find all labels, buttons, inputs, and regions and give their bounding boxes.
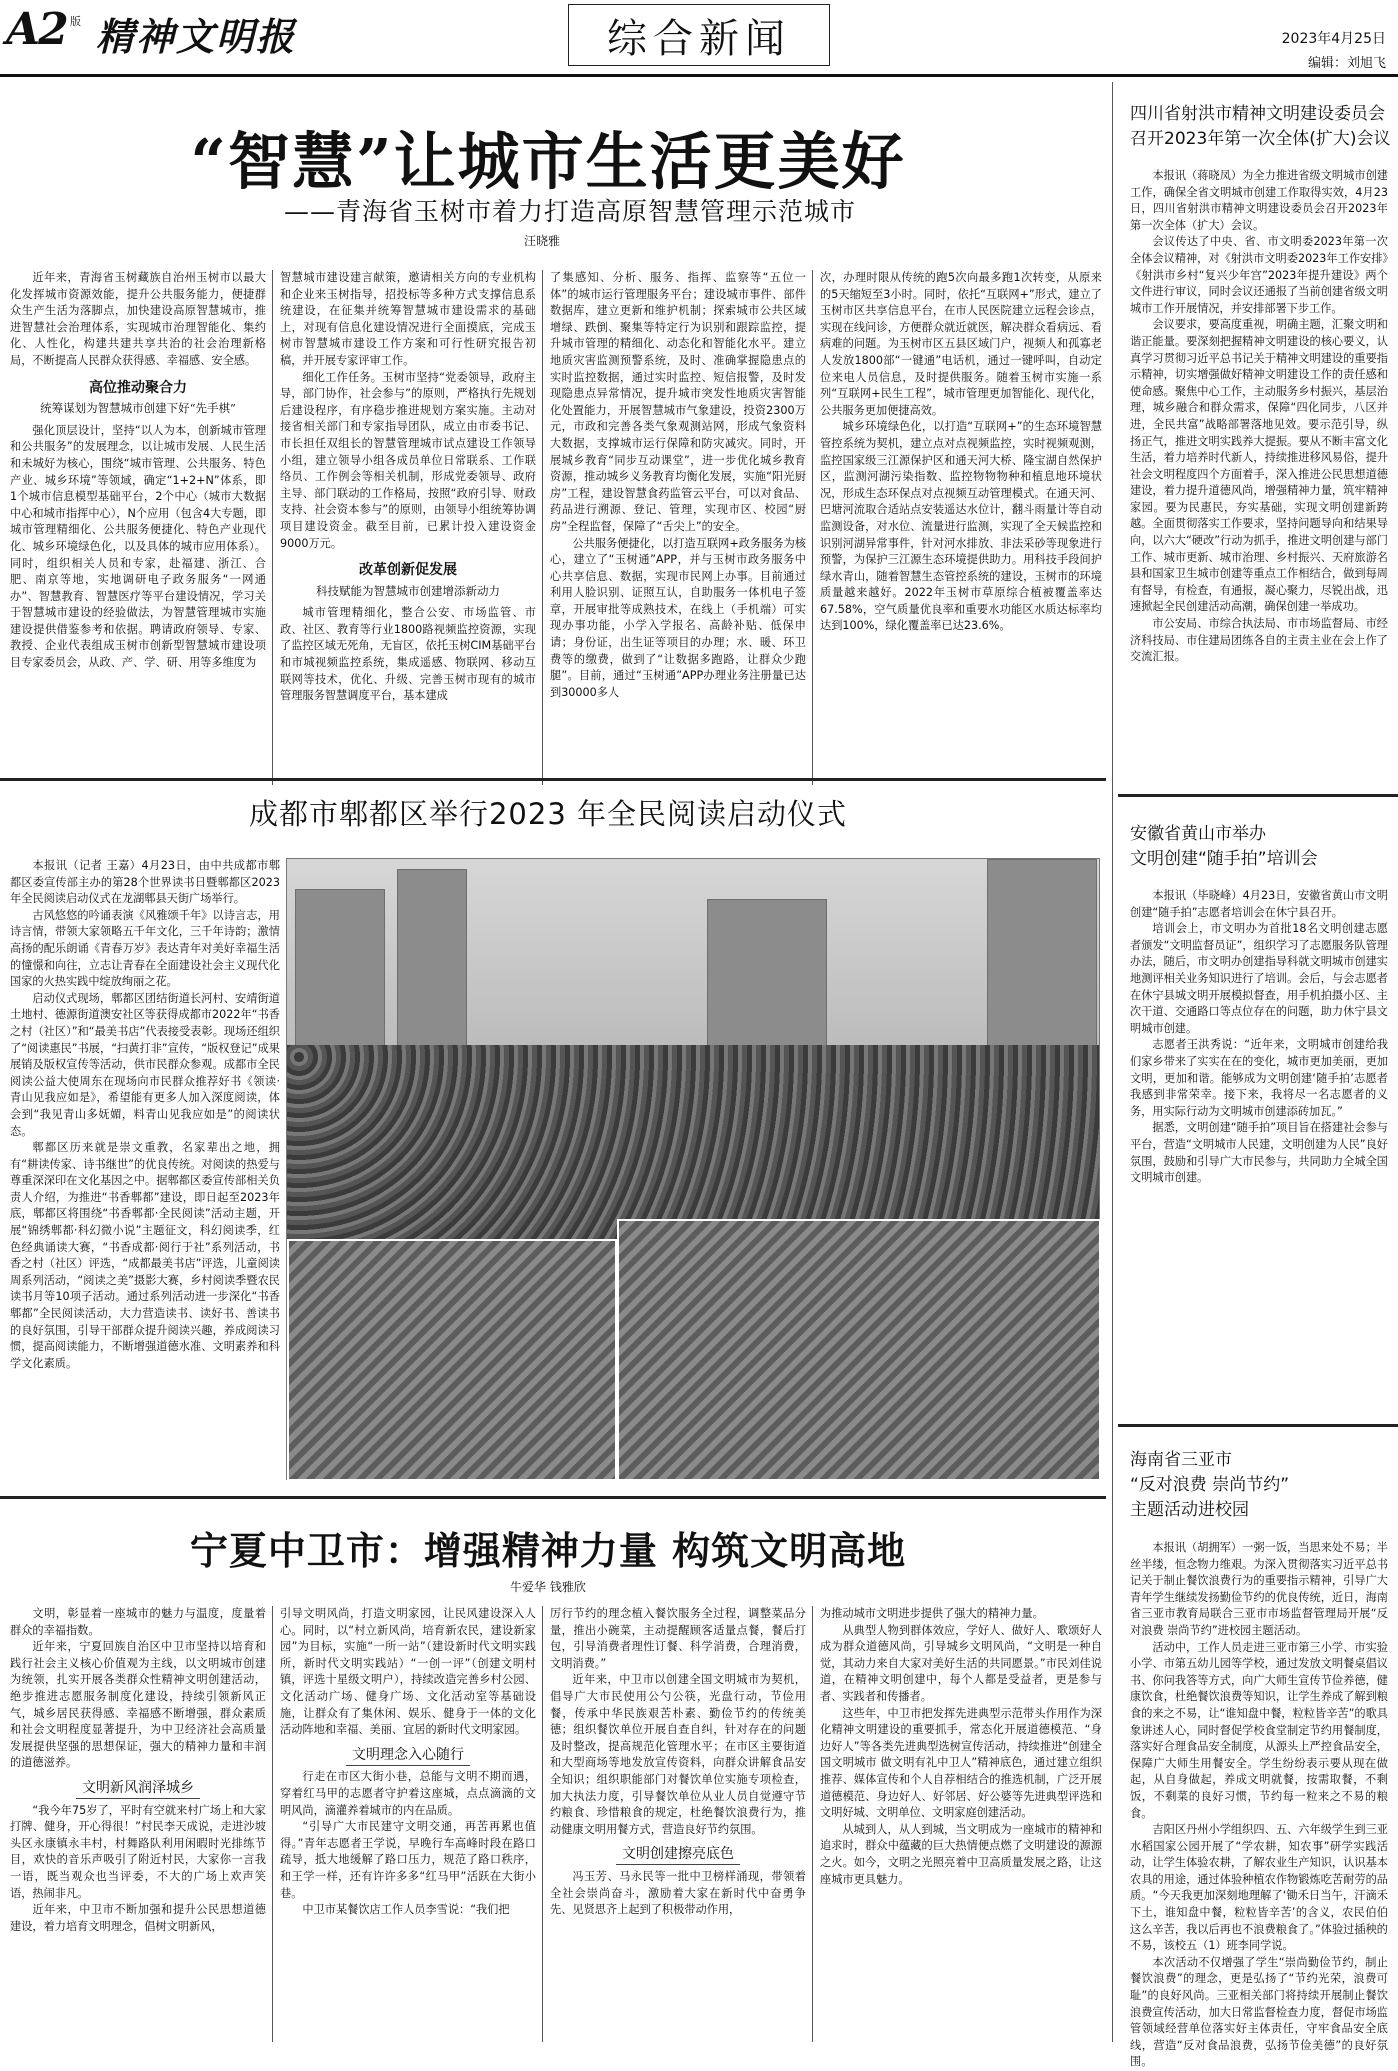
paragraph: 厉行节约的理念植入餐饮服务全过程，调整菜品分量，推出小碗菜，主动提醒顾客适量点餐，餐后打包，引导消费者理性订餐、科学消费，合理消费，文明消费。” — [550, 1607, 806, 1670]
lead-column-1 — [10, 270, 266, 790]
section-rule — [0, 1496, 1106, 1499]
paragraph: 这些年，中卫市把发挥先进典型示范带头作用作为深化精神文明建设的重要抓手，常态化开展道德模范、“身边好人”等各类先进典型选树宣传活动，持续推进“创建全国文明城市 做文明有礼中卫人”精神底色，通过建立组织推荐、媒体宣传和个人自荐相结合的推选机制，广泛开展道德模范、身边好人、好邻居、好公婆等先进典型评选和文明好城、文明单位、文明家庭创建活动。 — [820, 1706, 1102, 1820]
column-divider — [272, 270, 273, 785]
subheading: 高位推动聚合力 — [89, 379, 187, 396]
column-divider — [542, 270, 543, 785]
subheading — [280, 1747, 536, 1764]
ningxia-column-2 — [280, 1606, 536, 2042]
paragraph: 公共服务便捷化，以打造互联网+政务服务为核心，建立了“玉树通”APP，并与玉树市政务服务中心共享信息、数据，实现市民网上办事。目前通过利用人脸识别、证照互认，自助服务一体机电子签章，开展审批等成熟技术，在线上（手机端）可实现办事功能，小学入学报名、高龄补贴、低保申请；身份证，出生证等项目的办理；水、暖、环卫费等的缴费，做到了“让数据多跑路，让群众少跑腿”。目前，通过“玉树通”APP办理业务注册量已达到30000多人 — [550, 536, 806, 699]
title-line: 安徽省黄山市举办 — [1130, 824, 1266, 844]
title-line: 四川省射洪市精神文明建设委员会 — [1130, 104, 1385, 124]
lead-column-3 — [550, 270, 806, 790]
right-column-divider — [1112, 82, 1113, 2042]
sichuan-article-body — [1130, 168, 1388, 788]
subheading-secondary: 科技赋能为智慧城市创建增添新动力 — [316, 583, 500, 598]
chengdu-article-title: 成都市郫都区举行2023 年全民阅读启动仪式 — [248, 797, 848, 831]
paragraph: 智慧城市建设建言献策，邀请相关方向的专业机构和企业来玉树指导，招投标等多种方式支撑信息系统建设，在征集并统筹智慧城市建设需求的基础上，对现有信息化建设情况进行全面摸底，完成玉树市智慧城市建设工作方案和可行性研究报告初稿，并开展专家评审工作。 — [280, 271, 536, 367]
paragraph: 志愿者王洪秀说：“近年来，文明城市创建给我们家乡带来了实实在在的变化，城市更加美丽，更加文明，更加和谐。能够成为文明创建‘随手拍’志愿者我感到非常荣幸。接下来，我将尽一名志愿者的义务，用实际行动为文明城市创建添砖加瓦。” — [1130, 1038, 1388, 1118]
paragraph: 城市管理精细化，整合公安、市场监管、市政、社区、教育等行业1800路视频监控资源，实现了监控区域无死角，无盲区，依托玉树CIM基础平台和市城视频监控系统，集成遥感、物联网、移动互联网等技术，优化、升级、完善玉树市现有的城市管理服务智慧调度平台，基本建成 — [280, 606, 536, 703]
paragraph: 启动仪式现场，郫都区团结街道长河村、安靖街道土地村、德源街道澳安社区等获得成都市2022年“书香之村（社区）”和“最美书店”代表接受表彰。现场还组织了“阅读惠民”书展，“扫黄打非”宣传，“版权登记”成果展销及版权宣传等活动，供市民群众参观。成都市全民阅读公益大使周东在现场向市民群众推荐好书《领读·青山见我应如是》，希望能有更多人加入深度阅读，体会到“我见青山多妩媚，料青山见我应如是”的阅读状态。 — [10, 991, 280, 1138]
paragraph: 为推动城市文明进步提供了强大的精神力量。 — [820, 1607, 1044, 1620]
page-ban-label: 版 — [70, 15, 81, 28]
reading-inset-photo-left — [287, 1239, 617, 1481]
editor-credit: 编辑：刘旭飞 — [1307, 56, 1386, 71]
title-line: “反对浪费 崇尚节约” — [1130, 1475, 1290, 1495]
issue-date: 2023年4月25日 — [1281, 31, 1386, 47]
paragraph: 细化工作任务。玉树市坚持“党委领导，政府主导，部门协作，社会参与”的原则，严格执行先规划后建设程序，有序稳步推进规划方案实施。主动对接省相关部门和专家指导团队，成立由市委书记、市长担任双组长的智慧管理城市试点建设工作领导小组，建立领导小组各成员单位日常联系、工作联络员、工作例会等相关机制，形成党委领导、政府主导、部门联动的工作格局，按照“政府引导、财政支持、社会资本参与”的原则，由领导小组统筹协调项目建设资金。截至目前，已累计投入建设资金9000万元。 — [280, 370, 536, 550]
sanya-article-body — [1130, 1540, 1388, 2069]
reading-inset-photo-right — [617, 1219, 1101, 1481]
paragraph: 古风悠悠的吟诵表演《风雅颂千年》以诗言志，用诗言情，带领大家领略五千年文化，三千年诗韵；激情高扬的配乐朗诵《青春万岁》表达青年对美好幸福生活的憧憬和向往，立志让青春在全面建设社会主义现代化国家的火热实践中绽放绚丽之花。 — [10, 908, 280, 989]
ningxia-column-3 — [550, 1606, 806, 2042]
paragraph: 市公安局、市综合执法局、市市场监督局、市经济科技局、市住建局团练各自的主责主业在会上作了交流汇报。 — [1130, 617, 1388, 664]
title-line: 召开2023年第一次全体(扩大)会议 — [1130, 129, 1391, 149]
paragraph: 活动中，工作人员走进三亚市第三小学、市实验小学、市第五幼儿园等学校，通过发放文明餐桌倡议书、你问我答等方式，向广大师生宣传节俭养德，健康饮食，杜绝餐饮浪费等知识，让学生养成了解到粮食的来之不易，让“谁知盘中餐，粒粒皆辛苦”的歌具象讲述人心，同时督促学校食堂制定节约用餐制度，落实好合理食品安全制度，从源头上严控食品安全，保障广大师生用餐安全。学生纷纷表示要从现在做起，从自身做起，养成文明就餐，按需取餐，不剩饭，不剩菜的良好习惯，节约每一粒来之不易的粮食。 — [1130, 1640, 1388, 1820]
paragraph: 行走在市区大街小巷，总能与文明不期而遇，穿着红马甲的志愿者守护着这座城，点点滴滴的文明风尚，滴灌养着城市的内在品质。 — [280, 1770, 536, 1817]
ningxia-column-4 — [820, 1606, 1102, 2042]
photo-building — [295, 889, 385, 1059]
section-title: 综合新闻 — [568, 4, 830, 66]
subheading-text: 文明新风润泽城乡 — [76, 1780, 200, 1799]
paragraph: 近年来，中卫市不断加强和提升公民思想道德建设，着力培育文明理念，倡树文明新风， — [10, 1903, 266, 1933]
ningxia-article-title: 宁夏中卫市：增强精神力量 构筑文明高地 — [189, 1529, 907, 1573]
paragraph: 本次活动不仅增强了学生“崇尚勤俭节约，制止餐饮浪费”的理念，更是弘扬了“节约光荣，浪费可耻”的良好风尚。三亚相关部门将持续开展制止餐饮浪费宣传活动，加大日常监督检查力度，督促市场监管领域经营单位落实好主体责任，守牢食品安全底线，营造“反对食品浪费，弘扬节俭美德”的良好氛围。 — [1130, 1955, 1388, 2069]
masthead-rule — [0, 74, 1398, 77]
huangshan-article-body — [1130, 888, 1388, 1418]
column-divider — [812, 270, 813, 785]
masthead — [0, 0, 1398, 78]
paragraph: 培训会上，市文明办为首批18名文明创建志愿者颁发“文明监督员证”，组织学习了志愿服务队管理办法，随后，市文明办创建指导科就文明城市创建实地测评相关业务知识进行了培训。会后，与会志愿者在休宁县城文明开展模拟督查，用手机拍摄小区、主次干道、交通路口等点位存在的问题，助力休宁县文明城市创建。 — [1130, 922, 1388, 1035]
paragraph: 从典型人物到群体效应，学好人、做好人、歌颂好人成为群众道德风尚，引导城乡文明风尚，“文明是一种自觉，其动力来自大家对美好生活的共同愿景。”市民刘佳说道，在精神文明创建中，每个人都是受益者，更是参与者、实践者和传播者。 — [820, 1623, 1102, 1703]
paragraph: “我今年75岁了，平时有空就来村广场上和大家打牌、健身，开心得很！”村民李天成说，走进沙坡头区永康镇永丰村，村舞路队利用闲暇时光排练节目，欢快的音乐声吸引了附近村民，大家你一言我一语，既当观众也当评委，不大的广场上欢声笑语，热闹非凡。 — [10, 1803, 266, 1900]
column-divider — [272, 1606, 273, 2042]
paragraph: “引导广大市民建守文明交通，再苦再累也值得。”青年志愿者王学说，早晚行车高峰时段在路口疏导，抵大地缓解了路口压力，规范了路口秩序，和王学一样，还有许许多多“红马甲”活跃在大街小巷。 — [280, 1820, 536, 1900]
paragraph: 会议传达了中央、省、市文明委2023年第一次全体会议精神，对《射洪市文明委2023年工作安排》《射洪市乡村“复兴少年宫”2023年提升建设》两个文件进行审议，同时会议还通报了当前创建省级文明城市工作开展情况，并安排部署下步工作。 — [1130, 235, 1388, 315]
paragraph: 城乡环境绿色化，以打造“互联网+”的生态环境智慧管控系统为契机，建立点对点视频监控，实时视频观测，监控国家级三江源保护区和通天河大桥、隆宝湖自然保护区，监测河湖污染指数、监控物物物种和植息地环境状况，形成生态环保点对点视频互动管理模式。在通天河、巴塘河流取合适站点安装遥达水位计，翻斗雨量计等自动监测设备，对水位、流量进行监测，实现了全天候监控和识别河湖异常事件，针对河水排放、非法采砂等现象进行预警，为保护三江源生态环境提供助力。用科技手段间护绿水青山，随着智慧生态管控系统的建设，玉树市的环境质量越来越好。2022年玉树市草原综合植被覆盖率达67.58%，空气质量优良率和重要水功能区水质达标率均达到100%，绿化覆盖率已达23.6%。 — [820, 420, 1102, 633]
section-rule — [0, 778, 1106, 781]
lead-column-4 — [820, 270, 1102, 790]
paragraph: 本报讯（毕晓峰）4月23日，安徽省黄山市文明创建“随手拍”志愿者培训会在休宁县召开。 — [1130, 889, 1388, 919]
photo-building — [397, 869, 467, 1059]
paragraph: 据悉，文明创建“随手拍”项目旨在搭建社会参与平台，营造“文明城市人民建，文明创建为人民”良好氛围，鼓励和引导广大市民参与，共同助力全城全国文明城市创建。 — [1130, 1121, 1388, 1185]
paragraph: 郫都区历来就是崇文重教，名家辈出之地，拥有“耕读传家、诗书继世”的优良传统。对阅读的热爱与尊重深深印在文化基因之中。据郫都区委宣传部相关负责人介绍，为推进“书香郫都”建设，即日起至2023年底，郫都区将围绕“书香郫都·全民阅读”活动主题，开展“锦绣郫都·科幻微小说”主题征文，科幻阅读季，红色经典诵读大赛，“书香成都·阅行于社”系列活动，书香之村（社区）评选，“成都最美书店”评选，儿童阅读周系列活动，“阅读之美”摄影大赛，乡村阅读季暨农民读书月等10项子活动。通过系列活动进一步深化“书香郫都”全民阅读活动，大力营造读书、读好书、善读书的良好氛围，引导干部群众提升阅读兴趣，养成阅读习惯，提高阅读能力，不断增强道德水准、文明素养和科学文化素质。 — [10, 1141, 280, 1370]
ningxia-article-byline: 牛爱华 钱雅欣 — [510, 1580, 586, 1594]
title-line: 海南省三亚市 — [1130, 1450, 1232, 1470]
lead-article-byline: 汪晓雅 — [524, 234, 561, 248]
paragraph: 近年来，青海省玉树藏族自治州玉树市以最大化发挥城市资源效能，提升公共服务能力，便捷群众生产生活为落脚点，加快建设高原智慧城市，推进智慧社会治理体系，实现城市治理智能化、集约化、人性化，构建共建共享共治的社会治理新格局，不断提高人民群众获得感、幸福感、安全感。 — [10, 271, 266, 367]
section-rule — [1118, 794, 1398, 797]
paragraph: 文明，彰显着一座城市的魅力与温度，度量着群众的幸福指数。 — [10, 1607, 266, 1637]
paragraph: 会议要求，要高度重视，明确主题，汇聚文明和谐正能量。要深刻把握精神文明建设的核心要义，认真学习贯彻习近平总书记关于精神文明建设的重要指示精神，切实增强做好精神文明建设工作的责任感和使命感。聚焦中心工作，主动服务乡村振兴，基层治理，城乡融合和群众需求，保障“四化同步，八区并进，全民共富”战略部署落地见效。要示范引导，纵扬正气，推进文明实践养大提振。要从不断丰富文化生活，着力培养时代新人，持续推进移风易俗，提升社会文明程度四个方面着手，深入推进公民思想道德建设，着力提升道德风尚，增强精神力量，筑牢精神家园。要为民惠民，夯实基础，实现文明创建新跨越。全面贯彻落实工作要求，坚持问题导向和结果导向，以六大“硬改”行动为抓手，推进文明创建与部门工作、城市更新、城市治理、乡村振兴、天府旅游名县和国家卫生城市创建等重点工作相结合，做到每周有督导，有检查，有通报，凝心聚力，尽锐出战，迅速掀起全民创建活动高潮，确保创建一举成功。 — [1130, 318, 1388, 614]
column-divider — [812, 1606, 813, 2042]
ningxia-column-1 — [10, 1606, 266, 2042]
sanya-article-title — [1130, 1448, 1390, 1523]
title-line: 文明创建“随手拍”培训会 — [1130, 849, 1318, 869]
newspaper-logo: 精神文明报 — [96, 14, 297, 59]
paragraph: 中卫市某餐饮店工作人员李雪说：“我们把 — [302, 1903, 510, 1917]
subheading — [10, 1780, 266, 1797]
paragraph: 从城到人，从人到城，当文明成为一座城市的精神和追求时，群众中蕴藏的巨大热情便点燃了文明建设的源源之火。如今，文明之光照亮着中卫高质量发展之路，让这座城市更具魅力。 — [820, 1822, 1102, 1886]
sichuan-article-title — [1130, 102, 1390, 152]
title-line: 主题活动进校园 — [1130, 1500, 1249, 1520]
paragraph: 吉阳区丹州小学组织四、五、六年级学生到三亚水稻国家公园开展了“学农耕，知农事”研学实践活动，让学生体验农耕，了解农业生产知识，认识基本农具的用途，通过体验种植农作物锻炼吃苦耐劳的品质。“今天我更加深刻地理解了‘锄禾日当午，汗滴禾下土，谁知盘中餐，粒粒皆辛苦’的含义，农民伯伯这么辛苦，我以后再也不浪费粮食了。”体验过插秧的不易，该校五（1）班李同学说。 — [1130, 1823, 1388, 1953]
huangshan-article-title — [1130, 822, 1390, 872]
reading-ceremony-photo — [286, 858, 1100, 1480]
subheading — [550, 1846, 806, 1863]
lead-column-2 — [280, 270, 536, 790]
paragraph: 引导文明风尚，打造文明家园，让民风建设深入人心。同时，以“村立新风尚，培育新农民，建设新家园”为目标，实施“一所一站”（建设新时代文明实践所，新时代文明实践站）“一创一评”（创建文明村镇，评选十星级文明户），持续改造完善乡村公园、文化活动广场、健身广场、文化活动室等基础设施，让群众有了集休闲、娱乐、健身于一体的文化活动阵地和幸福、美丽、宜居的新时代文明家园。 — [280, 1607, 536, 1737]
page-number: A2 — [6, 4, 67, 55]
column-divider — [542, 1606, 543, 2042]
paragraph: 近年来，中卫市以创建全国文明城市为契机，倡导广大市民使用公勺公筷，光盘行动，节俭用餐，传承中华民族艰苦朴素、勤俭节约的传统美德；组织餐饮单位开展自查自纠，针对存在的问题及时整改，提高规范化管理水平；在市区主要街道和大型商场等地发放宣传资料，向群众讲解食品安全知识；组织职能部门对餐饮单位实施专项检查，加大执法力度，引导餐饮单位从业人员自觉遵守节约粮食、珍惜粮食的规定，杜绝餐饮浪费行为，推动健康文明用餐方式，营造良好节约氛围。 — [550, 1673, 806, 1836]
paragraph: 近年来，宁夏回族自治区中卫市坚持以培育和践行社会主义核心价值观为主线，以文明城市创建为统领，扎实开展各类群众性精神文明创建活动，绝步推进志愿服务制度化建设，持续引领新风正气，城乡居民获得感、幸福感不断增强，群众素质和社会文明程度显著提升，为中卫经济社会高质量发展提供坚强的思想保证，强大的精神力量和丰润的道德滋养。 — [10, 1640, 266, 1770]
subheading-secondary: 统筹谋划为智慧城市创建下好“先手棋” — [40, 401, 236, 416]
paragraph: 了集感知、分析、服务、指挥、监察等“五位一体”的城市运行管理服务平台；建设城市事件、部件数据库，建立更新和维护机制；探索城市公共区域增绿、跌倒、聚集等特定行为识别和跟踪监控，提升城市管理的精细化、动态化和智能化水平。建立地质灾害监测预警系统，及时、准确掌握隐患点的实时监控数据，通过实时监控、短信报警，及时发现隐患点异常情况，提升城市突发性地质灾害智能化处置能力，开展智慧城市气象建设，投资2300万元，市政和完善各类气象观测站网，形成气象资料大数据，支撑城市运行保障和防灾减灾。同时，开展城乡教育“同步互动课堂”，进一步优化城乡教育资源，推动城乡义务教育均衡化发展，实施“阳光厨房”工程，建设智慧食药监管云平台，可以对食品、药品进行溯源、登记、管理，实现市区、校园“厨房”全程监督，保障了“舌尖上”的安全。 — [550, 271, 806, 533]
section-rule — [1118, 1424, 1398, 1427]
paragraph: 本报讯（蒋晓凤）为全力推进省级文明城市创建工作，确保全省文明城市创建工作取得实效，4月23日，四川省射洪市精神文明建设委员会召开2023年第一次全体（扩大）会议。 — [1130, 169, 1388, 232]
paragraph: 强化顶层设计，坚持“以人为本，创新城市管理和公共服务”的发展理念，以让城市发展、人民生活和未城好为核心，围绕“城市管理、公共服务、特色产业、城乡环境”等领域，确定“1+2+N”体系，即1个城市信息模型基础平台，2个中心（城市大数据中心和城市指挥中心），N个应用（包含4大专题，即城市管理精细化、公共服务便捷化、特色产业现代化、城乡环境绿色化，以及具体的城市应用体系）。同时，组织相关人员和专家，赴福建、浙江、合肥、南京等地，实地调研电子政务服务“一网通办”、智慧教育、智慧医疗等平台建设情况，学习关于智慧城市建设的经验做法，为智慧管理城市实施建设提供借鉴参考和依据。聘请政府领导、专家、教授、企业代表组成玉树市创新型智慧城市建设项目专家委员会，从政、产、学、研、用等多维度为 — [10, 423, 267, 670]
paragraph: 次，办理时限从传统的跑5次向最多跑1次转变，从原来的5天缩短至3小时。同时，依托“互联网+”形式，建立了玉树市区共享信息平台，在市人民医院建立远程会诊点，实现在线问诊，方便群众就近就医，解决群众看病远、看病难的问题。为玉树市区五县区域门户，视频人和孤寡老人发放1800部“一键通”电话机，通过一键呼叫，自动定位来电人员信息，及时提供服务。随着玉树市实施一系列“互联网+民生工程”，城市管理更加智能化、现代化，公共服务更加便捷高效。 — [820, 271, 1102, 417]
subheading: 改革创新促发展 — [359, 562, 457, 579]
subheading-text: 文明理念入心随行 — [346, 1747, 470, 1766]
lead-article-subtitle: ——青海省玉树市着力打造高原智慧管理示范城市 — [283, 197, 856, 226]
photo-building — [707, 899, 827, 1059]
lead-article-title: “智慧”让城市生活更美好 — [190, 125, 906, 198]
photo-building — [987, 859, 1097, 1069]
paragraph: 本报讯（记者 王嘉）4月23日，由中共成都市郫都区委宣传部主办的第28个世界读书日暨郫都区2023年全民阅读启动仪式在龙湖郫县天街广场举行。 — [10, 859, 280, 906]
subheading-text: 文明创建擦亮底色 — [616, 1846, 740, 1865]
paragraph: 本报讯（胡拥军）一粥一饭，当思来处不易；半丝半缕，恒念物力维艰。为深入贯彻落实习近平总书记关于制止餐饮浪费行为的重要指示精神，引导广大青年学生继续发扬勤俭节约的优良传统，近日，海南省三亚市教育局联合三亚市市场监督管理局开展“反对浪费 崇尚节约”进校园主题活动。 — [1130, 1541, 1388, 1637]
chengdu-text-column — [10, 858, 280, 1488]
paragraph: 冯玉芳、马永民等一批中卫榜样涌现，带领着全社会崇尚奋斗，激励着大家在新时代中奋勇争先、见贤思齐上起到了积极带动作用， — [550, 1869, 806, 1917]
